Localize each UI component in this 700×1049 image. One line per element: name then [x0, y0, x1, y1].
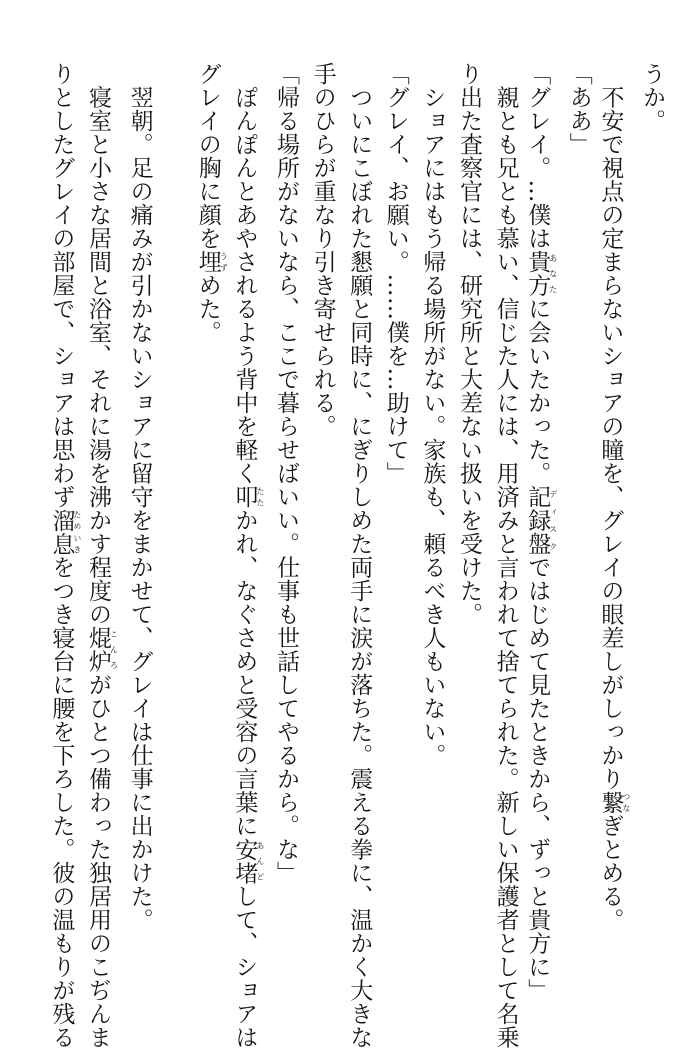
ruby-base: 繋: [597, 791, 623, 815]
text-run: かれ、なぐさめと受容の言葉に: [231, 509, 257, 838]
text-run: ぎとめる。: [597, 814, 623, 932]
furigana: こんろ: [110, 626, 119, 673]
ruby-word: [231, 485, 257, 509]
text-column: [238, 62, 264, 1049]
text-run: 「ああ」: [566, 62, 592, 156]
ruby-word: [48, 509, 74, 556]
text-run: ではじめて見たときから、ずっと貴方に」: [524, 556, 550, 1003]
text-run: グレイの胸に顔を: [195, 62, 221, 250]
text-run: 手のひらが重なり引き寄せられる。: [310, 62, 336, 438]
text-run: 翌朝。足の痛みが引かないショアに留守をまかせて、グレイは仕事に出かけた。: [127, 62, 153, 932]
furigana: うず: [219, 250, 228, 274]
text-run: 「グレイ。…僕は: [524, 62, 550, 250]
ruby-word: [524, 250, 550, 297]
furigana: つな: [622, 791, 631, 815]
text-column: [458, 62, 484, 626]
text-run: ぽんぽんとあやされるよう背中を軽く: [231, 62, 257, 485]
text-run: 「帰る場所がないなら、ここで暮らせばいい。仕事も世話してやるから。な」: [273, 62, 299, 885]
text-column: [604, 62, 630, 932]
furigana: あんど: [256, 838, 265, 885]
text-run: に会いたかった。: [524, 297, 550, 485]
ruby-word: [524, 485, 550, 556]
ruby-base: 安堵: [231, 838, 257, 885]
ruby-word: [597, 791, 623, 815]
text-column: [55, 62, 81, 1049]
text-run: ショアにはもう帰る場所がない。家族も、頼るべき人もいない。: [419, 62, 445, 767]
text-column: [312, 62, 338, 438]
text-column: [348, 62, 374, 1049]
text-run: めた。: [195, 274, 221, 345]
text-column: [531, 62, 557, 1002]
ruby-word: [85, 626, 111, 673]
text-run: がひとつ備わった独居用のこぢんま: [85, 673, 111, 1049]
text-run: して、ショアは: [231, 885, 257, 1049]
text-run: をつき寝台に腰を下ろした。彼の温もりが残る: [48, 556, 74, 1049]
ruby-word: [231, 838, 257, 885]
text-run: 寝室と小さな居間と浴室、それに湯を沸かす程度の: [85, 62, 111, 626]
text-run: り出た査察官には、研究所と大差ない扱いを受けた。: [456, 62, 482, 626]
text-column: [641, 62, 667, 133]
text-run: ついにこぼれた懇願と同時に、にぎりしめた両手に涙が落ちた。震える拳に、温かく大きな: [346, 62, 372, 1049]
text-column: [385, 62, 411, 485]
text-run: 親とも兄とも慕い、信じた人には、用済みと言われて捨てられた。新しい保護者として名乗: [493, 62, 519, 1049]
ruby-base: 貴方: [524, 250, 550, 297]
furigana: ためいき: [73, 509, 82, 556]
ruby-base: 叩: [231, 485, 257, 509]
text-run: りとしたグレイの部屋で、ショアは思わず: [48, 62, 74, 509]
ruby-word: [195, 250, 221, 274]
ruby-base: 埋: [195, 250, 221, 274]
text-column: [421, 62, 447, 767]
furigana: ディスク: [549, 485, 558, 556]
text-column: [92, 62, 118, 1049]
text-column: [202, 62, 228, 344]
text-column: [568, 62, 594, 156]
text-run: うか。: [639, 62, 665, 133]
text-column: [275, 62, 301, 885]
text-column: [129, 62, 155, 932]
text-run: 不安で視点の定まらないショアの瞳を、グレイの眼差しがしっかり: [597, 62, 623, 791]
ruby-base: 焜炉: [85, 626, 111, 673]
furigana: あなた: [549, 250, 558, 297]
ruby-base: 溜息: [48, 509, 74, 556]
text-column: [495, 62, 521, 1049]
furigana: たた: [256, 485, 265, 509]
ruby-base: 記録盤: [524, 485, 550, 556]
text-run: 「グレイ、お願い。……僕を…助けて」: [383, 62, 409, 485]
